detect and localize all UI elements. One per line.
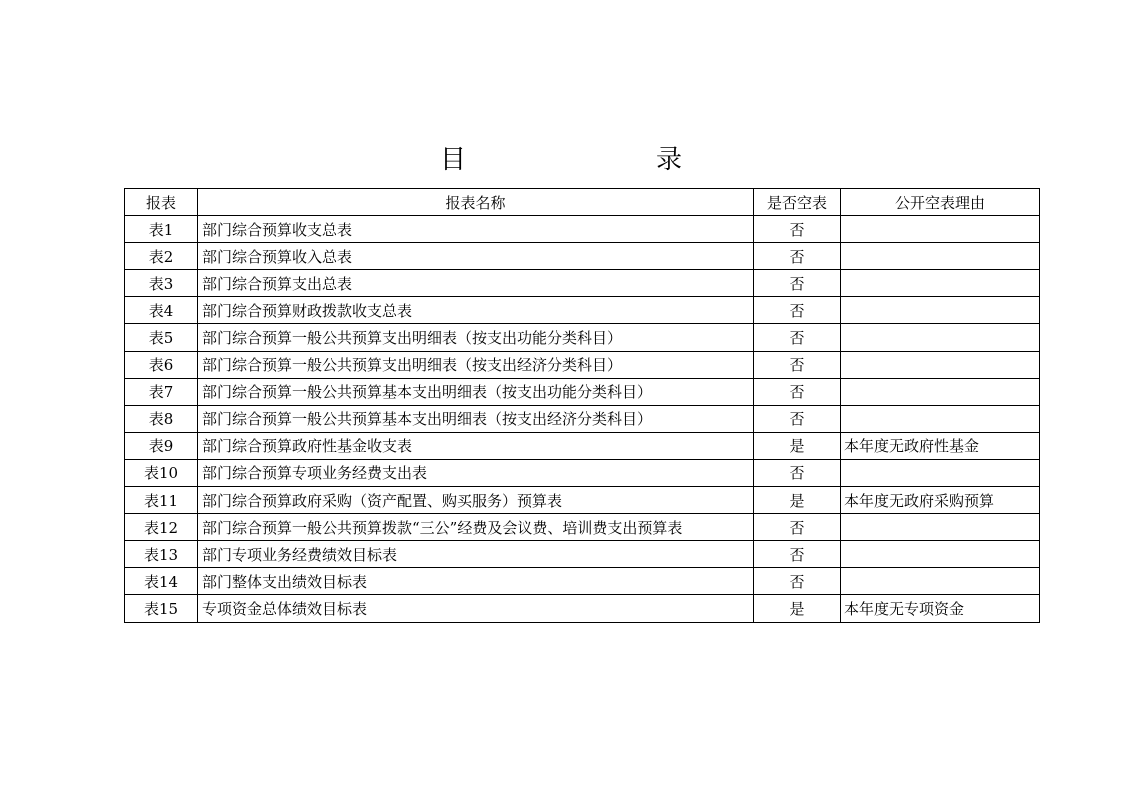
cell-reason <box>841 351 1040 378</box>
cell-empty: 否 <box>754 324 841 351</box>
cell-code: 表11 <box>125 487 198 514</box>
cell-empty: 否 <box>754 405 841 432</box>
cell-name: 部门综合预算一般公共预算基本支出明细表（按支出功能分类科目） <box>198 378 754 405</box>
cell-reason <box>841 216 1040 243</box>
cell-name: 部门综合预算一般公共预算基本支出明细表（按支出经济分类科目） <box>198 405 754 432</box>
cell-code: 表14 <box>125 568 198 595</box>
cell-code: 表2 <box>125 243 198 270</box>
cell-code: 表5 <box>125 324 198 351</box>
cell-empty: 否 <box>754 514 841 541</box>
cell-empty: 是 <box>754 595 841 622</box>
header-code: 报表 <box>125 189 198 216</box>
cell-empty: 否 <box>754 216 841 243</box>
cell-empty: 否 <box>754 568 841 595</box>
cell-code: 表15 <box>125 595 198 622</box>
cell-code: 表4 <box>125 297 198 324</box>
page-title: 目 录 <box>439 145 728 175</box>
table-row <box>125 514 1040 541</box>
table-row <box>125 541 1040 568</box>
table-row <box>125 405 1040 432</box>
cell-name: 部门综合预算收支总表 <box>198 216 754 243</box>
cell-name: 部门综合预算财政拨款收支总表 <box>198 297 754 324</box>
cell-reason <box>841 541 1040 568</box>
cell-empty: 否 <box>754 541 841 568</box>
cell-reason <box>841 568 1040 595</box>
cell-reason <box>841 270 1040 297</box>
cell-reason <box>841 297 1040 324</box>
cell-reason: 本年度无政府采购预算 <box>841 487 1040 514</box>
cell-empty: 是 <box>754 487 841 514</box>
table-row <box>125 432 1040 459</box>
cell-reason: 本年度无政府性基金 <box>841 432 1040 459</box>
cell-empty: 否 <box>754 243 841 270</box>
cell-code: 表3 <box>125 270 198 297</box>
cell-code: 表13 <box>125 541 198 568</box>
cell-name: 部门综合预算专项业务经费支出表 <box>198 459 754 486</box>
report-index-table <box>124 188 1040 623</box>
cell-reason <box>841 405 1040 432</box>
cell-name: 专项资金总体绩效目标表 <box>198 595 754 622</box>
cell-empty: 否 <box>754 351 841 378</box>
table-row <box>125 487 1040 514</box>
cell-name: 部门综合预算收入总表 <box>198 243 754 270</box>
cell-empty: 否 <box>754 378 841 405</box>
cell-empty: 否 <box>754 297 841 324</box>
cell-empty: 否 <box>754 459 841 486</box>
cell-reason <box>841 459 1040 486</box>
cell-empty: 是 <box>754 432 841 459</box>
table-row <box>125 216 1040 243</box>
cell-name: 部门综合预算一般公共预算支出明细表（按支出经济分类科目） <box>198 351 754 378</box>
table-header-row <box>125 189 1040 216</box>
cell-reason <box>841 324 1040 351</box>
cell-name: 部门综合预算一般公共预算拨款“三公”经费及会议费、培训费支出预算表 <box>198 514 754 541</box>
header-name: 报表名称 <box>198 189 754 216</box>
table-row <box>125 568 1040 595</box>
cell-name: 部门综合预算一般公共预算支出明细表（按支出功能分类科目） <box>198 324 754 351</box>
table-row <box>125 324 1040 351</box>
cell-name: 部门综合预算支出总表 <box>198 270 754 297</box>
header-reason: 公开空表理由 <box>841 189 1040 216</box>
cell-reason <box>841 514 1040 541</box>
table-row <box>125 297 1040 324</box>
table-row <box>125 378 1040 405</box>
table-row <box>125 243 1040 270</box>
cell-name: 部门整体支出绩效目标表 <box>198 568 754 595</box>
table-row <box>125 459 1040 486</box>
cell-code: 表9 <box>125 432 198 459</box>
cell-empty: 否 <box>754 270 841 297</box>
table-row <box>125 595 1040 622</box>
cell-code: 表10 <box>125 459 198 486</box>
cell-name: 部门综合预算政府性基金收支表 <box>198 432 754 459</box>
cell-reason <box>841 243 1040 270</box>
cell-name: 部门专项业务经费绩效目标表 <box>198 541 754 568</box>
cell-code: 表12 <box>125 514 198 541</box>
cell-code: 表7 <box>125 378 198 405</box>
cell-reason <box>841 378 1040 405</box>
table-row <box>125 270 1040 297</box>
cell-code: 表1 <box>125 216 198 243</box>
header-empty: 是否空表 <box>754 189 841 216</box>
table-row <box>125 351 1040 378</box>
cell-name: 部门综合预算政府采购（资产配置、购买服务）预算表 <box>198 487 754 514</box>
cell-reason: 本年度无专项资金 <box>841 595 1040 622</box>
cell-code: 表6 <box>125 351 198 378</box>
cell-code: 表8 <box>125 405 198 432</box>
